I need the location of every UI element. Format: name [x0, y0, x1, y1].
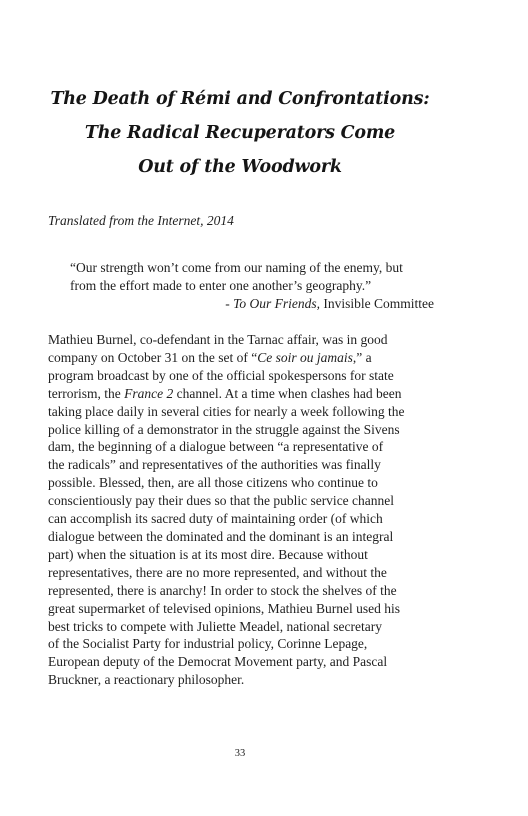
- body-paragraph: [48, 331, 432, 689]
- body-text: terrorism, the: [48, 385, 125, 401]
- translation-byline: Translated from the Internet, 2014: [48, 213, 234, 228]
- body-text: ,” a: [352, 349, 372, 365]
- body-line: [48, 349, 432, 367]
- body-line: police killing of a demonstrator in the struggle against the Sivens: [48, 421, 400, 437]
- title-line-1: The Death of Rémi and Confrontations:: [50, 89, 430, 109]
- body-line: dialogue between the dominated and the dominant is an integral: [48, 528, 394, 544]
- epigraph: [70, 259, 434, 313]
- body-line: can accomplish its sacred duty of maintaining order (of which: [48, 511, 383, 527]
- title-line-2: The Radical Recuperators Come: [84, 123, 396, 143]
- channel-name: France 2: [124, 385, 174, 401]
- epigraph-attribution: [70, 295, 434, 313]
- program-title: Ce soir ou jamais: [257, 349, 353, 365]
- body-line: possible. Blessed, then, are all those citizens who continue to: [48, 475, 378, 491]
- body-line: dam, the beginning of a dialogue between “a representative of: [48, 439, 384, 455]
- body-line: of the Socialist Party for industrial policy, Corinne Lepage,: [48, 636, 368, 652]
- body-line: European deputy of the Democrat Movement party, and Pascal: [48, 654, 388, 670]
- body-line: best tricks to compete with Juliette Meadel, national secretary: [48, 618, 383, 634]
- body-line: representatives, there are no more represented, and without the: [48, 564, 387, 580]
- attribution-dash: -: [225, 296, 234, 311]
- body-line: taking place daily in several cities for nearly a week following the: [48, 403, 405, 419]
- body-line: conscientiously pay their dues so that the public service channel: [48, 493, 395, 509]
- body-line: represented, there is anarchy! In order to stock the shelves of the: [48, 582, 397, 598]
- body-text: channel. At a time when clashes had been: [173, 385, 402, 401]
- epigraph-line-2: from the effort made to enter one another’s geography.”: [70, 278, 372, 293]
- body-line: part) when the situation is at its most dire. Because without: [48, 546, 368, 562]
- epigraph-line-1: “Our strength won’t come from our naming of the enemy, but: [70, 260, 403, 275]
- body-line: Mathieu Burnel, co-defendant in the Tarnac affair, was in good: [48, 332, 388, 347]
- body-line: [48, 385, 432, 403]
- body-line: program broadcast by one of the official spokespersons for state: [48, 367, 394, 383]
- title-line-3: Out of the Woodwork: [138, 157, 342, 177]
- attribution-work: To Our Friends,: [233, 296, 320, 311]
- body-text: company on October 31 on the set of “: [48, 349, 258, 365]
- body-line: Bruckner, a reactionary philosopher.: [48, 672, 245, 688]
- body-line: great supermarket of televised opinions, Mathieu Burnel used his: [48, 600, 401, 616]
- page-number: 33: [234, 748, 246, 759]
- attribution-author: Invisible Committee: [320, 296, 434, 311]
- body-line: the radicals” and representatives of the authorities was finally: [48, 457, 381, 473]
- chapter-title: [48, 82, 432, 184]
